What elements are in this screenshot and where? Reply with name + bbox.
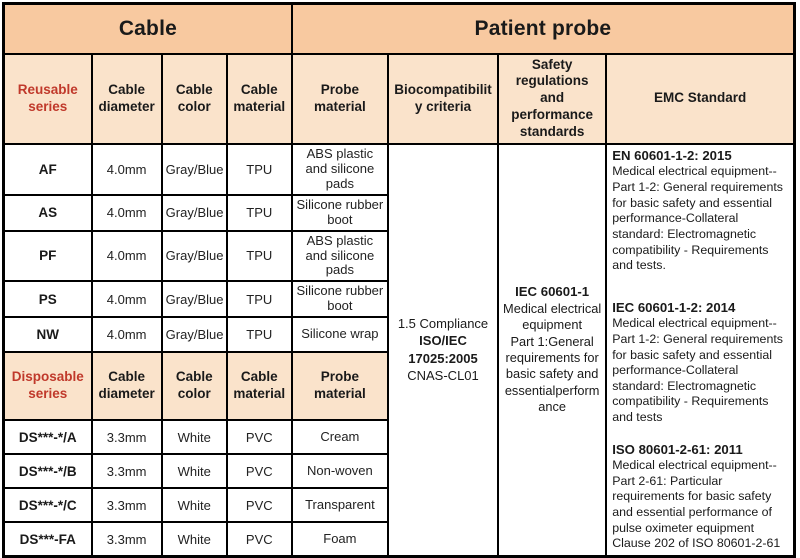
series-cell: DS***-*/A [4,420,92,454]
series-cell: DS***-*/C [4,488,92,522]
emc-entry-clause: Clause 202 of ISO 80601-2-61 [612,536,781,551]
material-cell: PVC [227,420,292,454]
cable-color-header: Cable color [162,54,227,144]
emc-entry-2015 [612,148,788,274]
probe-material-cell: Silicone rubber boot [292,195,388,231]
emc-entry-title: IEC 60601-1-2: 2014 [612,299,736,315]
probe-material-cell: Foam [292,522,388,556]
emc-entry-body: Medical electrical equipment--Part 1-2: General requirements for basic safety and essential performance-Collateral standard: Electromagnetic compatibility - Requirements and tests. [612,164,783,273]
probe-material-header: Probe material [292,54,388,144]
color-cell: White [162,488,227,522]
series-cell: AS [4,195,92,231]
emc-entry-title: ISO 80601-2-61: 2011 [612,441,743,457]
material-cell: TPU [227,195,292,231]
color-cell: White [162,420,227,454]
diameter-cell: 4.0mm [92,281,162,317]
probe-material-cell: ABS plastic and silicone pads [292,144,388,195]
emc-standard-header: EMC Standard [606,54,794,144]
safety-standard-line: Medical electrical equipment [503,300,602,333]
safety-regulations-cell [498,144,606,556]
emc-entry-2011 [612,442,788,552]
color-cell: White [162,522,227,556]
probe-spec-table [2,2,796,558]
cable-group-header: Cable [4,4,292,54]
series-cell: PF [4,231,92,282]
material-cell: PVC [227,522,292,556]
material-cell: TPU [227,281,292,317]
material-cell: TPU [227,231,292,282]
color-cell: Gray/Blue [162,144,227,195]
series-cell: NW [4,317,92,352]
probe-material-cell: Transparent [292,488,388,522]
cable-diameter-header: Cable diameter [92,352,162,420]
diameter-cell: 4.0mm [92,144,162,195]
color-cell: Gray/Blue [162,281,227,317]
emc-standard-cell [606,144,794,556]
diameter-cell: 3.3mm [92,488,162,522]
probe-material-cell: Cream [292,420,388,454]
material-cell: PVC [227,488,292,522]
column-header-row [4,54,795,144]
emc-entry-2014 [612,300,788,426]
diameter-cell: 4.0mm [92,195,162,231]
disposable-series-header: Disposable series [4,352,92,420]
diameter-cell: 3.3mm [92,454,162,488]
color-cell: Gray/Blue [162,317,227,352]
probe-material-cell: Non-woven [292,454,388,488]
biocompatibility-line: 1.5 Compliance [397,315,489,331]
cable-material-header: Cable material [227,352,292,420]
cable-material-header: Cable material [227,54,292,144]
patient-probe-group-header: Patient probe [292,4,795,54]
emc-entry-body: Medical electrical equipment--Part 1-2: General requirements for basic safety and essential performance-Collateral standard: Electromagnetic compatibility - Requirements and tests [612,316,783,424]
probe-material-cell: ABS plastic and silicone pads [292,231,388,282]
cable-diameter-header: Cable diameter [92,54,162,144]
group-header-row [4,4,795,54]
diameter-cell: 4.0mm [92,231,162,282]
series-cell: AF [4,144,92,195]
diameter-cell: 3.3mm [92,420,162,454]
material-cell: TPU [227,144,292,195]
reusable-series-header: Reusable series [4,54,92,144]
probe-material-header: Probe material [292,352,388,420]
emc-standard-list [612,147,788,551]
diameter-cell: 4.0mm [92,317,162,352]
biocompatibility-standard: ISO/IEC [419,333,467,349]
series-cell: DS***-FA [4,522,92,556]
biocompatibility-cell [388,144,498,556]
biocompatibility-standard-number: 17025:2005 [408,350,478,366]
safety-regulations-header: Safety regulations and performance standards [498,54,606,144]
probe-material-cell: Silicone rubber boot [292,281,388,317]
safety-standard-line: Part 1:General requirements for basic safety and essentialperformance [504,333,600,415]
emc-entry-body: Medical electrical equipment--Part 2-61: Particular requirements for basic safety and essential performance of pulse oximeter equipment [612,458,777,535]
diameter-cell: 3.3mm [92,522,162,556]
cable-color-header: Cable color [162,352,227,420]
table-row-af [4,144,795,195]
biocompatibility-header: Biocompatibility criteria [388,54,498,144]
color-cell: Gray/Blue [162,231,227,282]
color-cell: Gray/Blue [162,195,227,231]
color-cell: White [162,454,227,488]
safety-standard-title: IEC 60601-1 [515,284,590,300]
probe-material-cell: Silicone wrap [292,317,388,352]
biocompatibility-cnas: CNAS-CL01 [407,368,479,384]
material-cell: TPU [227,317,292,352]
series-cell: DS***-*/B [4,454,92,488]
material-cell: PVC [227,454,292,488]
series-cell: PS [4,281,92,317]
emc-entry-title: EN 60601-1-2: 2015 [612,147,732,163]
